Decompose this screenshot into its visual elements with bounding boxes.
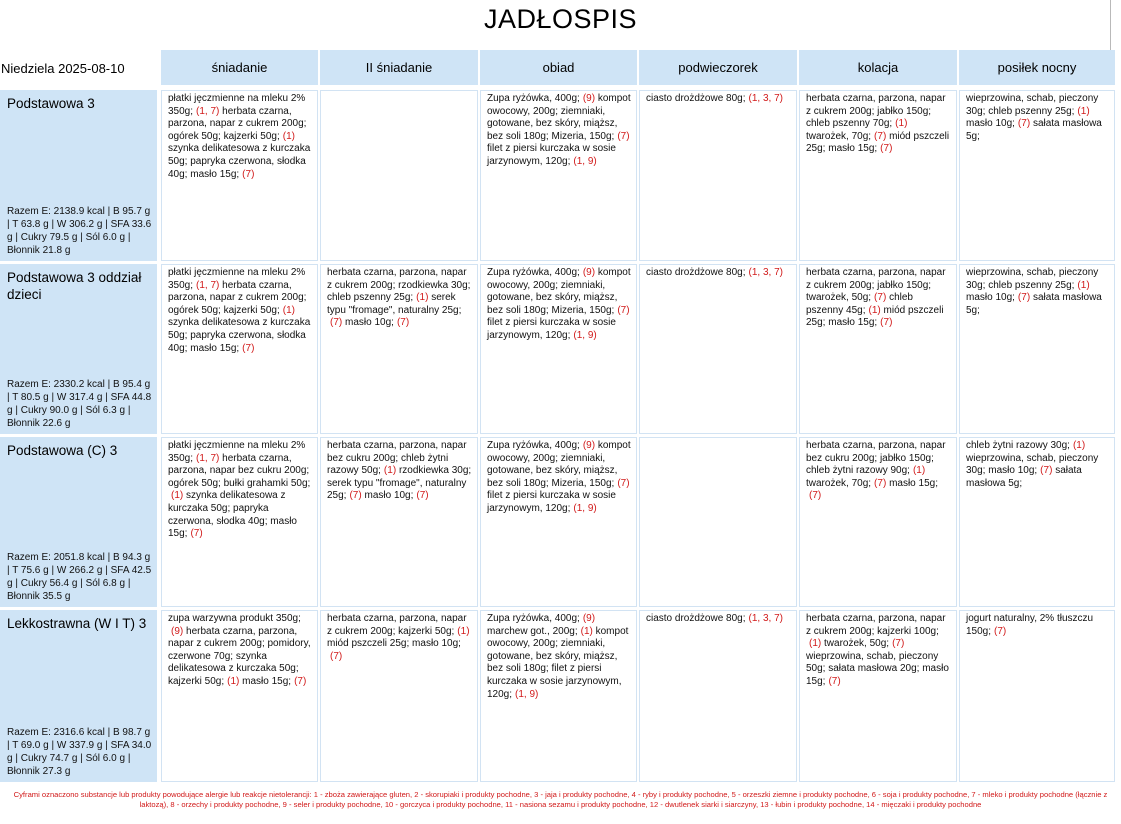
menu-item-name: chleb pszenny 25g; [988,105,1075,117]
menu-item-name: herbata czarna, parzona, napar z cukrem 200g; [806,267,946,291]
menu-item [988,280,1089,291]
menu-item-name: szynka delikatesowa z kurczaka 50g; [168,490,286,514]
menu-item-name: jogurt naturalny, 2% tłuszczu 150g; [966,613,1094,637]
menu-item-name: kajzerki 50g; [223,304,280,316]
menu-item-name: herbata czarna, parzona, napar z cukrem 200g; [327,613,467,637]
allergen-codes: (7) [880,143,893,155]
menu-item-name: filet z piersi kurczaka w sosie jarzynowym, 120g; [487,490,616,514]
meal-cell [959,610,1115,782]
menu-item [399,465,471,476]
meal-cell [161,437,318,607]
menu-item [966,118,1030,129]
menu-item-name: ogórek 50g; [168,130,221,142]
allergen-codes: (1) [1077,279,1090,291]
menu-item [877,106,931,117]
allergen-codes: (1, 7) [196,452,220,464]
menu-item-name: papryka czerwona, słodka 40g; [168,502,269,527]
menu-item-name: marchew got., 200g; [487,625,578,637]
menu-item-name: sałata masłowa 20g; [828,663,920,675]
meal-header: II śniadanie [320,50,478,85]
menu-item-name: masło 15g; [828,143,878,155]
menu-item-name: Zupa ryżówka, 400g; [487,267,580,278]
meal-cell [320,90,478,261]
menu-item-name: ciasto drożdżowe 80g; [646,267,746,278]
menu-item [487,613,595,624]
allergen-codes: (7) [874,130,887,142]
menu-item-name: serek typu "fromage", naturalny 25g; [327,292,462,316]
menu-item [487,317,616,341]
allergen-codes: (9) [582,440,596,451]
menu-item-name: kajzerki 50g; [398,625,455,637]
menu-item-name: filet z piersi kurczaka w sosie jarzynowym, 120g; [487,317,616,341]
diet-name: Podstawowa 3 [7,96,95,111]
menu-item-name: jabłko 150g; [879,452,934,464]
menu-item [988,465,1052,476]
meal-cell [480,90,637,261]
menu-item [966,440,1085,451]
allergen-codes: (7) [617,130,630,142]
meal-header: kolacja [799,50,957,85]
menu-item-name: jabłko 150g; [877,105,932,117]
menu-item-name: masło 10g; [966,118,1015,130]
menu-item-name: Mizeria, 150g; [551,304,615,316]
menu-item-name: masło 15g; [190,168,240,180]
allergen-codes: (1, 9) [573,155,597,167]
menu-item [806,465,925,476]
menu-item [552,305,630,316]
menu-item-name: Mizeria, 150g; [551,130,615,142]
allergen-codes: (1, 3, 7) [748,613,783,624]
diet-label [0,610,157,782]
menu-item-name: sałata masłowa 5g; [966,465,1082,489]
allergen-codes: (1) [868,304,881,316]
meal-cell [320,610,478,782]
diet-name: Lekkostrawna (W I T) 3 [7,616,147,631]
allergen-footnote: Cyframi oznaczono substancje lub produkty powodujące alergie lub reakcje nietolerancji: 1 - zboża zawierające gluten, 2 - skorupiaki i produkty pochodne, 3 - jaja i produkty pochodne, 4 - ryby i produkty pochodne, 5 - orzeszki ziemne i produkty pochodne, 6 - soja i produkty pochodne, 7 - mleko i produkty pochodne (łącznie z laktozą), 8 - orzechy i produkty pochodne, 9 - seler i produkty pochodne, 10 - gorczyca i produkty pochodne, 11 - nasiona sezamu i produkty pochodne, 12 - dwutlenek siarki i siarczyny, 13 - łubin i produkty pochodne, 14 - mięczaki i produkty pochodne [13,790,1108,809]
allergen-codes: (7) [1040,465,1053,477]
menu-item-name: ogórek 50g; [168,477,221,489]
allergen-codes: (9) [171,625,184,637]
menu-item-name: chleb żytni razowy 90g; [806,465,910,477]
nutrition-summary: Razem E: 2330.2 kcal | B 95.4 g | T 80.5 g | W 317.4 g | SFA 44.8 g | Cukry 90.0 g | Sól 6.3 g | Błonnik 22.6 g [7,379,152,429]
menu-item [646,93,783,104]
allergen-codes: (7) [874,477,887,489]
meal-cell [799,610,957,782]
allergen-codes: (1) [1077,105,1090,117]
menu-item-name: chleb pszenny 25g; [327,292,414,304]
menu-item-name: herbata czarna, parzona, napar bez cukru 200g; [806,440,946,464]
allergen-codes: (1, 3, 7) [748,267,783,278]
menu-item-name: ziemniaki, gotowane, bez skóry, miąższ, bez soli 180g; [487,105,618,142]
meal-cell [161,90,318,261]
meal-cell [320,264,478,434]
menu-item-name: chleb żytni razowy 50g; [327,452,449,477]
allergen-codes: (1) [171,490,184,502]
menu-item-name: rzodkiewka 30g; [398,465,472,477]
allergen-codes: (1, 3, 7) [748,93,783,104]
menu-item [190,343,254,354]
allergen-codes: (7) [809,490,822,502]
menu-item-name: chleb pszenny 70g; [806,118,893,130]
menu-item-name: herbata czarna, parzona, napar bez cukru 200g; [168,452,310,477]
menu-item-name: masło 10g; [345,317,394,329]
allergen-codes: (1) [1072,440,1086,451]
allergen-codes: (7) [874,292,887,304]
menu-item-name: płatki jęczmienne na mleku 2% 350g; [168,440,306,464]
menu-item-name: masło 15g; [806,663,949,687]
allergen-codes: (1, 9) [573,329,597,341]
allergen-codes: (1) [580,625,593,637]
meal-cell [480,437,637,607]
menu-item-name: miód pszczeli 25g; [806,304,944,329]
allergen-codes: (7) [396,317,410,329]
menu-item-name: kajzerki 50g; [168,675,225,687]
menu-item-name: kompot owocowy, 200g; [487,440,631,464]
meal-cell [959,264,1115,434]
menu-item-name: pomidory, czerwone 70g; [168,638,311,662]
meal-cell [639,610,797,782]
allergen-codes: (1) [416,292,429,304]
menu-item-name: Zupa ryżówka, 400g; [487,613,580,624]
menu-item-name: szynka delikatesowa z kurczaka 50g; [168,317,311,341]
meal-cell [161,610,318,782]
menu-item-name: herbata czarna, parzona, napar z cukrem 200g; [806,93,946,117]
meal-header: podwieczorek [639,50,797,85]
menu-item [552,478,630,489]
meal-cell [320,437,478,607]
allergen-codes: (7) [617,477,630,489]
menu-item [828,317,892,328]
allergen-codes: (1, 9) [515,688,539,700]
allergen-codes: (7) [190,528,203,540]
allergen-codes: (7) [880,317,893,329]
menu-item [190,169,254,180]
menu-item-name: chleb pszenny 25g; [988,279,1075,291]
menu-item [828,143,892,154]
allergen-codes: (1) [227,675,240,687]
menu-item-name: herbata czarna, parzona, napar z cukrem 200g; [168,279,307,304]
menu-item-name: chleb żytni razowy 30g; [966,440,1070,451]
menu-item-name: papryka czerwona, słodka 40g; [168,155,306,180]
menu-item-name: szynka delikatesowa z kurczaka 50g; [168,143,311,167]
menu-item [487,490,616,514]
menu-item [345,317,409,328]
menu-date: Niedziela 2025-08-10 [1,61,125,76]
menu-item-name: Zupa ryżówka, 400g; [487,93,580,104]
menu-item-name: filet z piersi kurczaka w sosie jarzynowym, 120g; [487,663,622,700]
meal-cell [799,437,957,607]
menu-item-name: filet z piersi kurczaka w sosie jarzynowym, 120g; [487,143,616,167]
menu-item [168,305,221,316]
menu-item-name: papryka czerwona, słodka 40g; [168,329,306,354]
menu-item-name: masło 15g; [242,675,292,687]
menu-item [168,676,239,687]
menu-item [487,143,616,167]
menu-item-name: kajzerki 100g; [877,625,939,637]
menu-item-name: wieprzowina, schab, pieczony 30g; [966,452,1099,477]
menu-item-name: serek typu "fromage", naturalny 25g; [327,477,467,502]
diet-label [0,264,157,434]
menu-item-name: masło 15g; [889,477,938,489]
menu-item-name: twarożek, 70g; [806,477,872,489]
menu-item [327,638,409,649]
menu-item-name: ziemniaki, gotowane, bez skóry, miąższ, bez soli 180g; [487,638,618,675]
menu-item-name: kompot owocowy, 200g; [487,267,631,291]
allergen-codes: (7) [1017,292,1031,304]
meal-cell [959,90,1115,261]
menu-item [168,131,221,142]
menu-item-name: sałata masłowa 5g; [966,118,1102,142]
allergen-codes: (7) [828,675,841,687]
menu-item-name: ogórek 50g; [168,304,221,316]
allergen-codes: (7) [294,675,307,687]
nutrition-summary: Razem E: 2138.9 kcal | B 95.7 g | T 63.8 g | W 306.2 g | SFA 33.6 g | Cukry 79.5 g | Sól 6.0 g | Błonnik 21.8 g [7,206,152,256]
menu-item-name: twarożek, 70g; [806,130,872,142]
allergen-codes: (7) [330,317,343,329]
allergen-codes: (7) [1017,118,1031,130]
menu-item-name: kajzerki 50g; [223,130,280,142]
menu-item [806,292,886,303]
menu-item-name: masło 15g; [168,515,297,540]
menu-item-name: szynka delikatesowa z kurczaka 50g; [168,650,299,675]
meal-cell [480,610,637,782]
menu-item-name: zupa warzywna produkt 350g; [168,613,301,624]
page-title: JADŁOSPIS [483,4,638,34]
diet-label [0,90,157,261]
menu-item-name: ziemniaki, gotowane, bez skóry, miąższ, bez soli 180g; [487,279,618,316]
nutrition-summary: Razem E: 2316.6 kcal | B 98.7 g | T 69.0 g | W 337.9 g | SFA 34.0 g | Cukry 74.7 g | Sól 6.0 g | Błonnik 27.3 g [7,727,152,777]
menu-item-name: twarożek, 50g; [824,638,890,650]
menu-item-name: Zupa ryżówka, 400g; [487,440,580,451]
menu-item [487,440,595,451]
allergen-codes: (9) [582,613,596,624]
menu-item-name: płatki jęczmienne na mleku 2% 350g; [168,267,306,291]
menu-item-name: sałata masłowa 5g; [966,292,1102,316]
allergen-codes: (1) [282,130,295,142]
meal-cell [639,264,797,434]
nutrition-summary: Razem E: 2051.8 kcal | B 94.3 g | T 75.6 g | W 266.2 g | SFA 42.5 g | Cukry 56.4 g | Sól 6.8 g | Błonnik 35.5 g [7,552,152,602]
meal-cell [161,264,318,434]
menu-item [327,292,428,303]
allergen-codes: (7) [330,650,343,662]
menu-item-name: miód pszczeli 25g; [806,130,950,155]
menu-item-name: ziemniaki, gotowane, bez skóry, miąższ, bez soli 180g; [487,452,618,489]
menu-item [487,626,593,637]
allergen-codes: (1) [282,304,295,316]
allergen-codes: (1) [457,625,470,637]
meal-header: śniadanie [161,50,318,85]
allergen-codes: (9) [582,93,596,104]
menu-item [552,131,630,142]
menu-item-name: masło 10g; [966,292,1015,304]
menu-item-name: Mizeria, 150g; [551,477,615,489]
menu-item-name: płatki jęczmienne na mleku 2% 350g; [168,93,306,117]
allergen-codes: (7) [242,168,255,180]
allergen-codes: (1) [809,638,822,650]
meal-cell [639,437,797,607]
menu-item [224,305,295,316]
allergen-codes: (1, 7) [196,105,220,117]
menu-item-name: wieprzowina, schab, pieczony 30g; [966,93,1099,117]
menu-item-name: herbata czarna, parzona, napar z cukrem 200g; [327,267,467,291]
menu-item-name: herbata czarna, parzona, napar z cukrem 200g; [806,613,946,637]
allergen-codes: (9) [582,267,596,278]
allergen-codes: (1, 7) [196,279,220,291]
menu-item [966,613,1093,637]
menu-item-name: kompot owocowy, 200g; [487,625,629,650]
menu-item-name: twarożek, 50g; [806,292,872,304]
menu-item [242,676,306,687]
menu-item [824,638,904,649]
menu-item-name: masło 15g; [828,317,878,329]
allergen-codes: (7) [994,625,1007,637]
menu-item-name: masło 10g; [412,638,461,650]
meal-cell [480,264,637,434]
diet-label [0,437,157,607]
menu-item [877,280,931,291]
menu-item [646,267,783,278]
meal-cell [959,437,1115,607]
allergen-codes: (1, 9) [573,502,597,514]
menu-item-name: masło 15g; [190,342,240,354]
menu-item-name: miód pszczeli 25g; [327,638,410,650]
allergen-codes: (1) [383,465,397,477]
menu-item [828,663,919,674]
allergen-codes: (1) [895,118,908,130]
menu-item [806,478,886,489]
meal-header: obiad [480,50,637,85]
menu-item-name: herbata czarna, parzona, napar z cukrem 200g; [168,105,307,130]
menu-item [224,131,295,142]
allergen-codes: (7) [349,490,362,502]
menu-item-name: ciasto drożdżowe 80g; [646,93,746,104]
menu-item [806,118,907,129]
diet-name: Podstawowa 3 oddział dzieci [7,270,142,302]
menu-item [880,453,934,464]
menu-item [487,267,595,278]
menu-item [487,93,595,104]
allergen-codes: (7) [242,342,255,354]
menu-item [364,490,428,501]
menu-item [646,613,783,624]
menu-item-name: masło 10g; [364,490,414,502]
menu-item-name: bułki grahamki 50g; [223,477,311,489]
meal-header: posiłek nocny [959,50,1115,85]
menu-item-name: ciasto drożdżowe 80g; [646,613,746,624]
allergen-codes: (1) [912,465,926,477]
menu-item [398,626,469,637]
allergen-codes: (7) [617,304,630,316]
menu-item-name: herbata czarna, parzona, napar z cukrem 200g; [168,625,298,650]
menu-item-name: kompot owocowy, 200g; [487,93,631,117]
menu-item [168,478,221,489]
menu-item [806,131,886,142]
menu-item-name: wieprzowina, schab, pieczony 50g; [806,650,939,675]
menu-item [398,280,470,291]
menu-item [966,292,1030,303]
meal-cell [639,90,797,261]
menu-item-name: chleb pszenny 45g; [806,292,913,316]
menu-item [988,106,1089,117]
menu-item-name: wieprzowina, schab, pieczony 30g; [966,267,1099,291]
menu-item-name: jabłko 150g; [877,279,932,291]
meal-cell [799,90,957,261]
menu-item-name: rzodkiewka 30g; [398,279,471,291]
allergen-codes: (7) [892,638,905,650]
diet-name: Podstawowa (C) 3 [7,443,118,458]
allergen-codes: (7) [416,490,429,502]
menu-item-name: herbata czarna, parzona, napar bez cukru 200g; [327,440,467,464]
meal-cell [799,264,957,434]
menu-item-name: masło 10g; [988,465,1038,477]
